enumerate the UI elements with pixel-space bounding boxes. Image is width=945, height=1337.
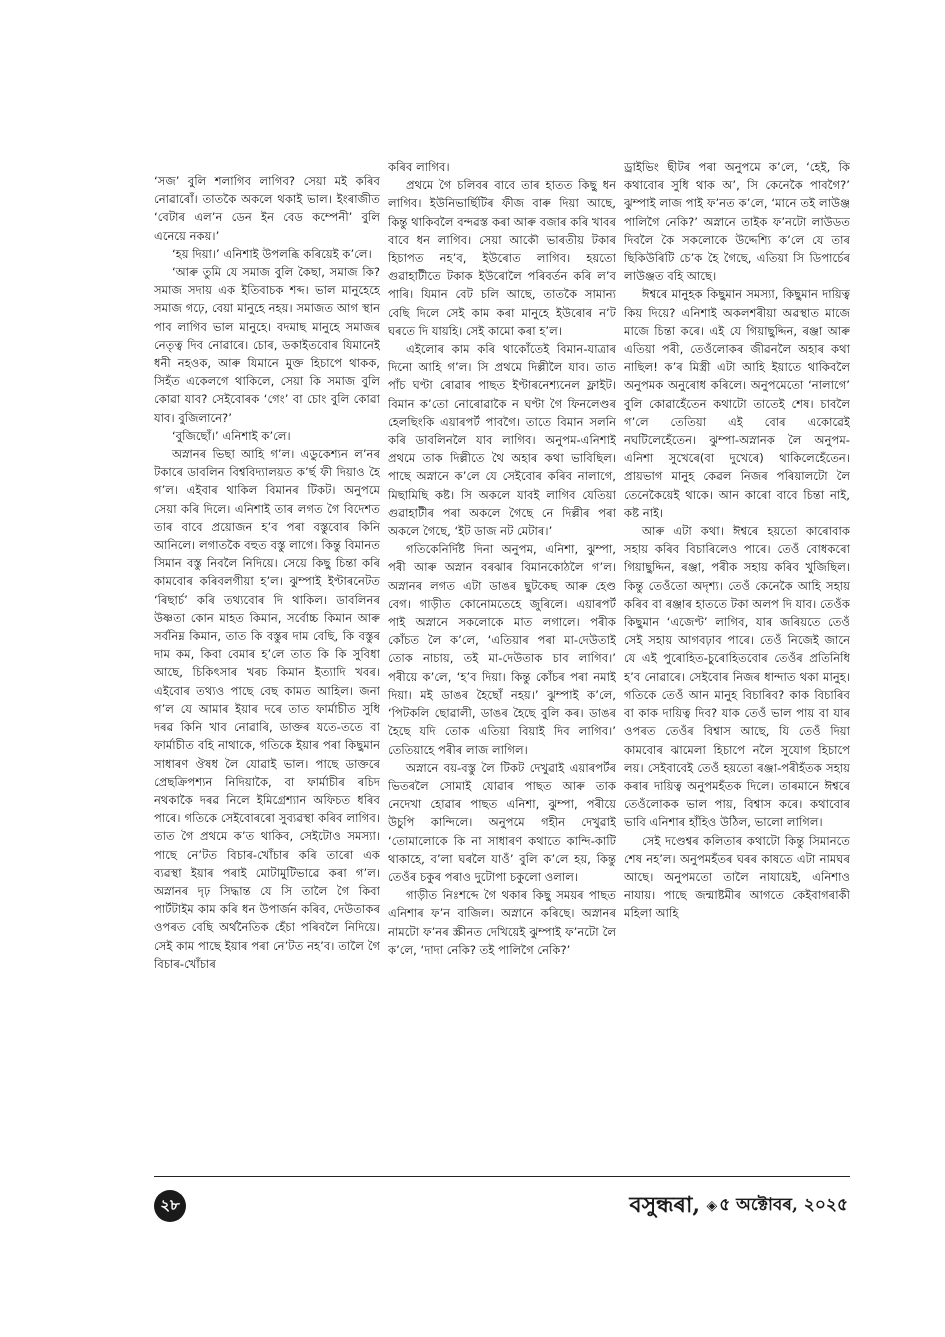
paragraph: কৰিব লাগিব। bbox=[388, 160, 450, 174]
paragraph: ‘বুজিছোঁ।’ এনিশাই ক’লে। bbox=[172, 428, 291, 443]
article-column-3 bbox=[624, 158, 850, 1168]
page-number-badge bbox=[154, 1190, 186, 1222]
paragraph: অস্নানৰ ভিছা আহি গ’ল। এডুকেশ্যন ল’নৰ টকাৰে ডাবলিন বিশ্ববিদ্যালয়ত ক’ৰ্ছ ফী দিয়াও হৈ গ’ল। এইবাৰ থাকিল বিমানৰ টিকট। অনুপমে সেয়া কৰি দিলে। এনিশাই তাৰ লগত গৈ বিদেশত তাৰ বাবে প্ৰয়োজন হ’ব পৰা বস্তুবোৰ কিনি আনিলে। লগাতকৈ বহুত বস্তু লাগে। কিন্তু বিমানত সিমান বস্তু নিবলৈ নিদিয়ে। সেয়ে কিছু চিন্তা কৰি কামবোৰ কৰিবলগীয়া হ’ল। ঝুম্পাই ইণ্টাৰনেটত ‘ৰিছাৰ্চ’ কৰি তথ্যবোৰ দি থাকিল। ডাবলিনৰ উষ্ণতা কোন মাহত কিমান, সৰ্বোচ্চ কিমান আৰু সৰ্বনিম্ন কিমান, তাত কি বস্তুৰ দাম বেছি, কি বস্তুৰ দাম কম, কিবা বেমাৰ হ’লে তাত কি কি সুবিধা আছে, চিকিৎসাৰ খৰচ কিমান ইত্যাদি খবৰ। এইবোৰ তথ্যও পাছে বেছ কামত আহিল। জনা গ’ল যে আমাৰ ইয়াৰ দৰে তাত ফাৰ্মাচীত সুধি দৰৱ কিনি খাব নোৱাৰি, ডাক্তৰ যতে-ততে বা ফাৰ্মাচীত বহি নাথাকে, গতিকে ইয়াৰ পৰা কিছুমান সাধাৰণ ঔষধ লৈ যোৱাই ভাল। পাছে ডাক্তৰে প্ৰেছক্ৰিপশ্যন নিদিয়াকৈ, বা ফাৰ্মাচীৰ ৰচিদ নথকাকৈ দৰৱ নিলে ইমিগ্ৰেশ্যান অফিচত ধৰিব পাৰে। গতিকে সেইবোৰৰো সুব্যৱস্থা কৰিব লাগিব। তাত গৈ প্ৰথমে ক’ত থাকিব, সেইটোও সমস্যা। পাছে নে’টত বিচাৰ-খোঁচাৰ কৰি তাৰো এক ব্যৱস্থা ইয়াৰ পৰাই মোটামুটিভাৱে কৰা গ’ল। অস্নানৰ দৃঢ় সিদ্ধান্ত যে সি তালৈ গৈ কিবা পাৰ্টটাইম কাম কৰি ধন উপাৰ্জন কৰিব, দেউতাকৰ ওপৰত বেছি অৰ্থনৈতিক হেঁচা পৰিবলৈ নিদিয়ে। সেই কাম পাছে ইয়াৰ পৰা নে’টত নহ’ব। তালৈ গৈ বিচাৰ-খোঁচাৰ bbox=[154, 447, 380, 971]
paragraph: গাড়ীত নিঃশব্দে গৈ থকাৰ কিছু সময়ৰ পাছত এনিশাৰ ফ’ন বাজিল। অস্নানে কৰিছে। অস্নানৰ নামটো ফ’নৰ স্ক্ৰীনত দেখিয়েই ঝুম্পাই ফ’নটো লৈ ক’লে, ‘দাদা নেকি? তই পালিগৈ নেকি?’ bbox=[388, 888, 616, 957]
diamond-ornament-icon: ◈ bbox=[706, 1198, 718, 1214]
article-column-1 bbox=[154, 172, 380, 1182]
paragraph: ড্ৰাইভিং ছীটৰ পৰা অনুপমে ক’লে, ‘হেই, কি কথাবোৰ সুধি থাক অ’, সি কেনেকৈ পাবগৈ?’ ঝুম্পাই লাজ পাই ফ’নত ক’লে, ‘মানে তই লাউঞ্জ পালিগৈ নেকি?’ অস্নানে তাইক ফ’নটো লাউডত দিবলৈ কৈ সকলোকে উদ্দেশ্যি ক’লে যে তাৰ ছিকিউৰিটি চে’ক হৈ গৈছে, এতিয়া সি ডিপাৰ্চেৰ লাউঞ্জত বহি আছে। bbox=[624, 160, 850, 284]
paragraph: সেই দণ্ডেশ্বৰ কলিতাৰ কথাটো কিন্তু সিমানতে শেষ নহ’ল। অনুপমহঁতৰ ঘৰৰ কাষতে এটা নামঘৰ আছে। অনুপমতো তালৈ নাযায়েই, এনিশাও নাযায়। পাছে জন্মাষ্টমীৰ আগতে কেইবাগৰাকী মহিলা আহি bbox=[624, 833, 850, 921]
footer-divider bbox=[154, 1176, 850, 1177]
article-column-2 bbox=[388, 158, 616, 1168]
page-footer bbox=[154, 1184, 850, 1228]
page-number: ২৮ bbox=[160, 1195, 180, 1214]
paragraph: ‘সজ’ বুলি শলাগিব লাগিব? সেয়া মই কৰিব নোৱাৰোঁ। তাতকৈ অকলে থকাই ভাল। ইংৰাজীত ‘বেটাৰ এল’ন ডেন ইন বেড কম্পেনী’ বুলি এনেয়ে নকয়।’ bbox=[154, 174, 380, 243]
paragraph: এইলোৰ কাম কৰি থাকোঁতেই বিমান-যাত্ৰাৰ দিনো আহি গ’ল। সি প্ৰথমে দিল্লীলৈ যাব। তাত পাঁচ ঘণ্টা ৰোৱাৰ পাছত ইণ্টাৰনেশ্যনেল ফ্লাইট। বিমান ক’তো নোৰোৱাকৈ ন ঘণ্টা গৈ ফিনলেণ্ডৰ হেলছিংকি এয়াৰপৰ্ট পাবগৈ। তাতে বিমান সলনি কৰি ডাবলিনলৈ যাব লাগিব। অনুপম-এনিশাই প্ৰথমে তাক দিল্লীতে থৈ অহাৰ কথা ভাবিছিল। পাছে অস্নানে ক’লে যে সেইবোৰ কৰিব নালাগে, মিছামিছি কষ্ট। সি অকলে যাবই লাগিব যেতিয়া গুৱাহাটীৰ পৰা অকলে গৈছে নে দিল্লীৰ পৰা অকলে গৈছে, ‘ইট ডাজ নট মেটাৰ।’ bbox=[388, 342, 616, 539]
paragraph: আৰু এটা কথা। ঈশ্বৰে হয়তো কাৰোবাক সহায় কৰিব বিচাৰিলেও পাৰে। তেওঁ বোধকৰো গিয়াছুদ্দিন, ৰঞ্জা, পৰীক সহায় কৰিব খুজিছিল। কিন্তু তেওঁতো অদৃশ্য। তেওঁ কেনেকৈ আহি সহায় কৰিব বা ৰঞ্জাৰ হাততে টকা অলপ দি যাব। তেওঁক কিছুমান ‘এজেণ্ট’ লাগিব, যাৰ জৰিয়তে তেওঁ সেই সহায় আগবঢ়াব পাৰে। তেওঁ নিজেই জানে যে এই পুৰোহিত-চুৰোহিতবোৰ তেওঁৰ প্ৰতিনিধি হ’ব নোৱাৰে। সেইবোৰ নিজৰ ধান্দাত থকা মানুহ। গতিকে তেওঁ আন মানুহ বিচাৰিব? কাক বিচাৰিব বা কাক দায়িত্ব দিব? যাক তেওঁ ভাল পায় বা যাৰ ওপৰত তেওঁৰ বিশ্বাস আছে, যি তেওঁ দিয়া কামবোৰ ঝামেলা হিচাপে নলৈ সুযোগ হিচাপে লয়। সেইবাবেই তেওঁ হয়তো ৰঞ্জা-পৰীহঁতক সহায় কৰাৰ দায়িত্ব অনুপমহঁতক দিলে। তাৰমানে ঈশ্বৰে তেওঁলোকক ভাল পায়, বিশ্বাস কৰে। কথাবোৰ ভাবি এনিশাৰ হাঁহিও উঠিল, ভালো লাগিল। bbox=[624, 524, 850, 830]
paragraph: ঈশ্বৰে মানুহক কিছুমান সমস্যা, কিছুমান দায়িত্ব কিয় দিয়ে? এনিশাই অকলশৰীয়া অৱস্থাত মাজে মাজে চিন্তা কৰে। এই যে গিয়াছুদ্দিন, ৰঞ্জা আৰু এতিয়া পৰী, তেওঁলোকৰ জীৱনলৈ অহাৰ কথা নাছিল! ক’ৰ মিস্ত্ৰী এটা আহি ইয়াতে থাকিবলৈ অনুপমক অনুৰোধ কৰিলে। অনুপমেতো ‘নালাগে’ বুলি কোৱাহেঁতেন কথাটো তাতেই শেষ। চাবলৈ গ’লে তেতিয়া এই বোৰ একোৱেই নঘটিলেহেঁতেন। ঝুম্পা-অস্নানক লৈ অনুপম-এনিশা সুখেৰে(বা দুখেৰে) থাকিলেহেঁতেন। প্ৰায়ভাগ মানুহ কেৱল নিজৰ পৰিয়ালটো লৈ তেনেকৈয়েই থাকে। আন কাৰো বাবে চিন্তা নাই, কষ্ট নাই। bbox=[624, 287, 850, 520]
paragraph: ‘আৰু তুমি যে সমাজ বুলি কৈছা, সমাজ কি? সমাজ সদায় এক ইতিবাচক শব্দ। ভাল মানুহেহে সমাজ গঢ়ে, বেয়া মানুহে নহয়। সমাজত আগ স্থান পাব লাগিব ভাল মানুহে। বদমাছ মানুহে সমাজৰ নেতৃত্ব দিব নোৱাৰে। চোৰ, ডকাইতবোৰ যিমানেই ধনী নহওক, আৰু যিমানে মুক্ত হিচাপে থাকক, সিহঁত একেলগে থাকিলে, সেয়া কি সমাজ বুলি কোৱা যাব? সেইবোৰক ‘গেং’ বা চোং বুলি কোৱা যাব। বুজিলানে?’ bbox=[154, 265, 380, 425]
paragraph: প্ৰথমে গৈ চলিবৰ বাবে তাৰ হাতত কিছু ধন লাগিব। ইউনিভাৰ্ছিটিৰ ফীজ বাৰু দিয়া আছে, কিন্তু থাকিবলৈ বন্দৱস্ত কৰা আৰু বজাৰ কৰি খাবৰ বাবে ধন লাগিব। সেয়া আকৌ ভাৰতীয় টকাৰ হিচাপত নহ’ব, ইউৰোত লাগিব। হয়তো গুৱাহাটীতে টকাক ইউৰোলৈ পৰিবৰ্তন কৰি ল’ব পাৰি। যিমান বেট চলি আছে, তাতকৈ সামান্য বেছি দিলে সেই কাম কৰা মানুহে ইউৰোৰ ন’ট ঘৰতে দি যায়হি। সেই কামো কৰা হ’ল। bbox=[388, 178, 616, 338]
issue-date-text: ৫ অক্টোবৰ, ২০২৫ bbox=[719, 1195, 848, 1215]
magazine-name: বসুন্ধৰা, bbox=[629, 1192, 700, 1218]
paragraph: অস্নানে বয়-বস্তু লৈ টিকট দেখুৱাই এয়াৰপৰ্টৰ ভিতৰলৈ সোমাই যোৱাৰ পাছত আৰু তাক নেদেখা হোৱাৰ পাছত এনিশা, ঝুম্পা, পৰীয়ে উচুপি কান্দিলে। অনুপমে গহীন দেখুৱাই ‘তোমালোকে কি না সাধাৰণ কথাতে কান্দি-কাটি থাকাহে, ব’লা ঘৰলৈ যাওঁ’ বুলি ক’লে হয়, কিন্তু তেওঁৰ চকুৰ পৰাও দুটোপা চকুলো ওলাল। bbox=[388, 760, 616, 884]
paragraph: গতিকেনিৰ্দিষ্ট দিনা অনুপম, এনিশা, ঝুম্পা, পৰী আৰু অস্নান বৰঝাৰ বিমানকোঠলৈ গ’ল। অস্নানৰ লগত এটা ডাঙৰ ছুটকেছ আৰু হেণ্ড বেগ। গাড়ীত কোনোমতেহে জুৰিলে। এয়াৰপৰ্ট পাই অস্নানে সকলোকে মাত লগালে। পৰীক কোঁচত লৈ ক’লে, ‘এতিয়াৰ পৰা মা-দেউতাই তোক নাচায়, তই মা-দেউতাক চাব লাগিব।’ পৰীয়ে ক’লে, ‘হ’ব দিয়া। কিন্তু কোঁচৰ পৰা নমাই দিয়া। মই ডাঙৰ হৈছোঁ নহয়।’ ঝুম্পাই ক’লে, ‘পিটকলি ছোৱালী, ডাঙৰ হৈছে বুলি কৰ। ডাঙৰ হৈছে যদি তোক এতিয়া বিয়াই দিব লাগিব।’ তেতিয়াহে পৰীৰ লাজ লাগিল। bbox=[388, 542, 616, 757]
paragraph: ‘হয় দিয়া।’ এনিশাই উপলব্ধি কৰিয়েই ক’লে। bbox=[172, 246, 372, 261]
issue-date bbox=[706, 1192, 848, 1220]
